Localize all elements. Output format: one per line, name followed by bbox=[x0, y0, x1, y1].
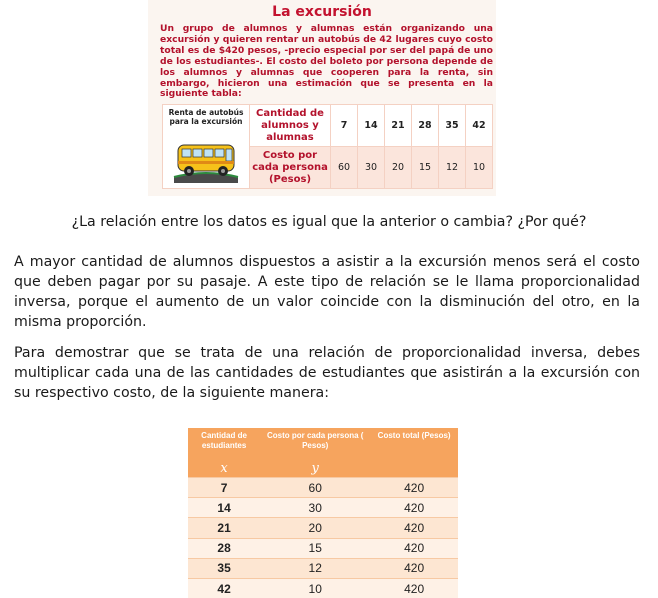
header-cost-per-person: Costo por cada persona ( Pesos) bbox=[260, 428, 370, 459]
x-value: 42 bbox=[188, 578, 260, 598]
question-text: ¿La relación entre los datos es igual que la anterior o cambia? ¿Por qué? bbox=[71, 214, 587, 230]
cost-row-label: Costo por cada persona (Pesos) bbox=[250, 147, 331, 189]
header-students: Cantidad de estudiantes bbox=[188, 428, 260, 459]
explanation-paragraph: A mayor cantidad de alumnos dispuestos a asistir a la excursión menos será el costo que deben pagar por su pasaje. A este tipo de relación se le llama proporcionalidad inversa, porque el aumento de un valor coincide con la disminución del otro, en la misma proporción. bbox=[14, 254, 640, 330]
estimate-table bbox=[162, 104, 493, 189]
table-row bbox=[188, 498, 458, 518]
students-cell: 42 bbox=[466, 105, 493, 147]
cost-cell: 20 bbox=[385, 147, 412, 189]
table-row bbox=[188, 478, 458, 498]
bus-image-cell bbox=[163, 105, 250, 189]
x-value: 28 bbox=[188, 538, 260, 558]
total-value: 420 bbox=[370, 478, 458, 498]
students-cell: 7 bbox=[331, 105, 358, 147]
var-y: y bbox=[260, 459, 370, 478]
cost-cell: 60 bbox=[331, 147, 358, 189]
total-value: 420 bbox=[370, 578, 458, 598]
y-value: 30 bbox=[260, 498, 370, 518]
students-cell: 28 bbox=[412, 105, 439, 147]
bus-image-label: Renta de autobús para la excursión bbox=[168, 108, 244, 126]
total-value: 420 bbox=[370, 538, 458, 558]
x-value: 7 bbox=[188, 478, 260, 498]
table-row bbox=[188, 518, 458, 538]
x-value: 14 bbox=[188, 498, 260, 518]
students-cell: 14 bbox=[358, 105, 385, 147]
table-row bbox=[188, 578, 458, 598]
y-value: 60 bbox=[260, 478, 370, 498]
cost-cell: 15 bbox=[412, 147, 439, 189]
cost-cell: 12 bbox=[439, 147, 466, 189]
card-intro-text: Un grupo de alumnos y alumnas están organizando una excursión y quieren rentar un autobús de 42 lugares cuyo costo total es de $420 pesos, -precio especial por ser del papá de uno de los estudiantes-. El costo del boleto por persona depende de los alumnos y alumnas que cooperen para la renta, sin embargo, hicieron una estimación que se presenta en la siguiente tabla: bbox=[160, 23, 493, 100]
total-value: 420 bbox=[370, 518, 458, 538]
y-value: 15 bbox=[260, 538, 370, 558]
header-total-cost: Costo total (Pesos) bbox=[370, 428, 458, 459]
cost-cell: 10 bbox=[466, 147, 493, 189]
excursion-card bbox=[148, 0, 496, 196]
bus-illustration bbox=[172, 139, 240, 183]
var-empty bbox=[370, 459, 458, 478]
cost-cell: 30 bbox=[358, 147, 385, 189]
card-title: La excursión bbox=[272, 4, 372, 20]
table-row bbox=[188, 558, 458, 578]
total-value: 420 bbox=[370, 498, 458, 518]
y-value: 10 bbox=[260, 578, 370, 598]
x-value: 21 bbox=[188, 518, 260, 538]
students-row-label: Cantidad de alumnos y alumnas bbox=[250, 105, 331, 147]
students-cell: 21 bbox=[385, 105, 412, 147]
y-value: 12 bbox=[260, 558, 370, 578]
y-value: 20 bbox=[260, 518, 370, 538]
var-x: x bbox=[188, 459, 260, 478]
table-row bbox=[188, 538, 458, 558]
demonstration-paragraph: Para demostrar que se trata de una relación de proporcionalidad inversa, debes multiplicar cada una de las cantidades de estudiantes que asistirán a la excursión con su respectivo costo, de la siguiente manera: bbox=[14, 345, 640, 401]
students-cell: 35 bbox=[439, 105, 466, 147]
total-value: 420 bbox=[370, 558, 458, 578]
inverse-proportion-table bbox=[188, 428, 458, 598]
x-value: 35 bbox=[188, 558, 260, 578]
